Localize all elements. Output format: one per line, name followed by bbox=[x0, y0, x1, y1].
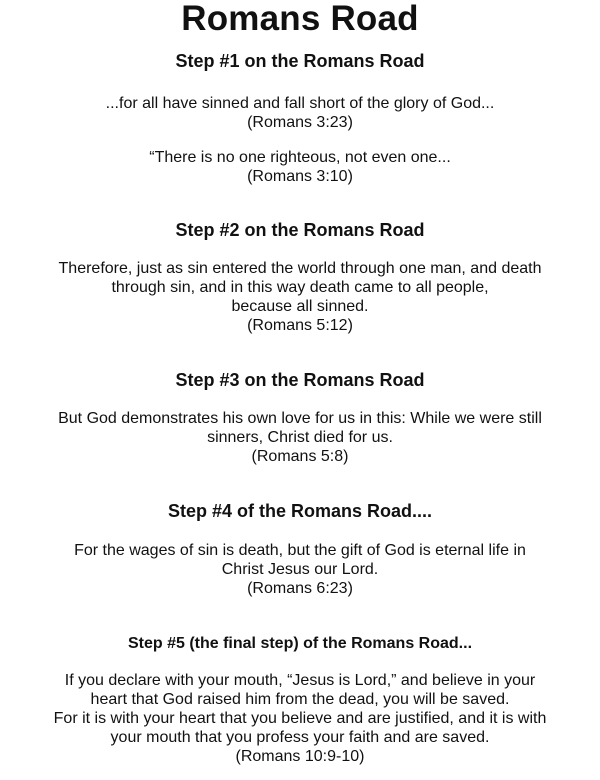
step-2-heading: Step #2 on the Romans Road bbox=[175, 220, 425, 240]
step-4-heading: Step #4 of the Romans Road.... bbox=[167, 501, 433, 521]
step-5-passage bbox=[10, 671, 590, 766]
verse-line: For the wages of sin is death, but the gift of God is eternal life in bbox=[74, 542, 526, 559]
verse-reference: (Romans 5:12) bbox=[247, 317, 353, 334]
verse-line: Therefore, just as sin entered the world through one man, and death bbox=[58, 260, 542, 277]
verse-line: “There is no one righteous, not even one... bbox=[149, 149, 451, 166]
verse-reference: (Romans 6:23) bbox=[247, 580, 353, 597]
verse-line: heart that God raised him from the dead, you will be saved. bbox=[90, 691, 510, 708]
verse-reference: (Romans 3:10) bbox=[247, 168, 353, 185]
verse-line: sinners, Christ died for us. bbox=[207, 429, 393, 446]
step-1-heading: Step #1 on the Romans Road bbox=[175, 51, 425, 71]
step-5-heading: Step #5 (the final step) of the Romans Road... bbox=[127, 635, 473, 652]
step-3-heading: Step #3 on the Romans Road bbox=[175, 370, 425, 390]
verse-line: If you declare with your mouth, “Jesus is Lord,” and believe in your bbox=[64, 672, 536, 689]
verse-line: But God demonstrates his own love for us in this: While we were still bbox=[58, 410, 542, 427]
page-title: Romans Road bbox=[181, 0, 419, 38]
step-1-passage-2 bbox=[10, 148, 590, 186]
verse-line: because all sinned. bbox=[231, 298, 369, 315]
verse-line: Christ Jesus our Lord. bbox=[221, 561, 379, 578]
verse-line: your mouth that you profess your faith and are saved. bbox=[110, 729, 490, 746]
verse-line: through sin, and in this way death came to all people, bbox=[111, 279, 489, 296]
step-3-passage bbox=[10, 409, 590, 466]
verse-reference: (Romans 5:8) bbox=[251, 448, 349, 465]
verse-reference: (Romans 3:23) bbox=[247, 114, 353, 131]
verse-line: For it is with your heart that you believe and are justified, and it is with bbox=[53, 710, 547, 727]
step-1-passage-1 bbox=[10, 94, 590, 132]
verse-reference: (Romans 10:9-10) bbox=[235, 748, 365, 765]
verse-line: ...for all have sinned and fall short of the glory of God... bbox=[105, 95, 495, 112]
step-4-passage bbox=[10, 541, 590, 598]
step-2-passage bbox=[10, 259, 590, 335]
